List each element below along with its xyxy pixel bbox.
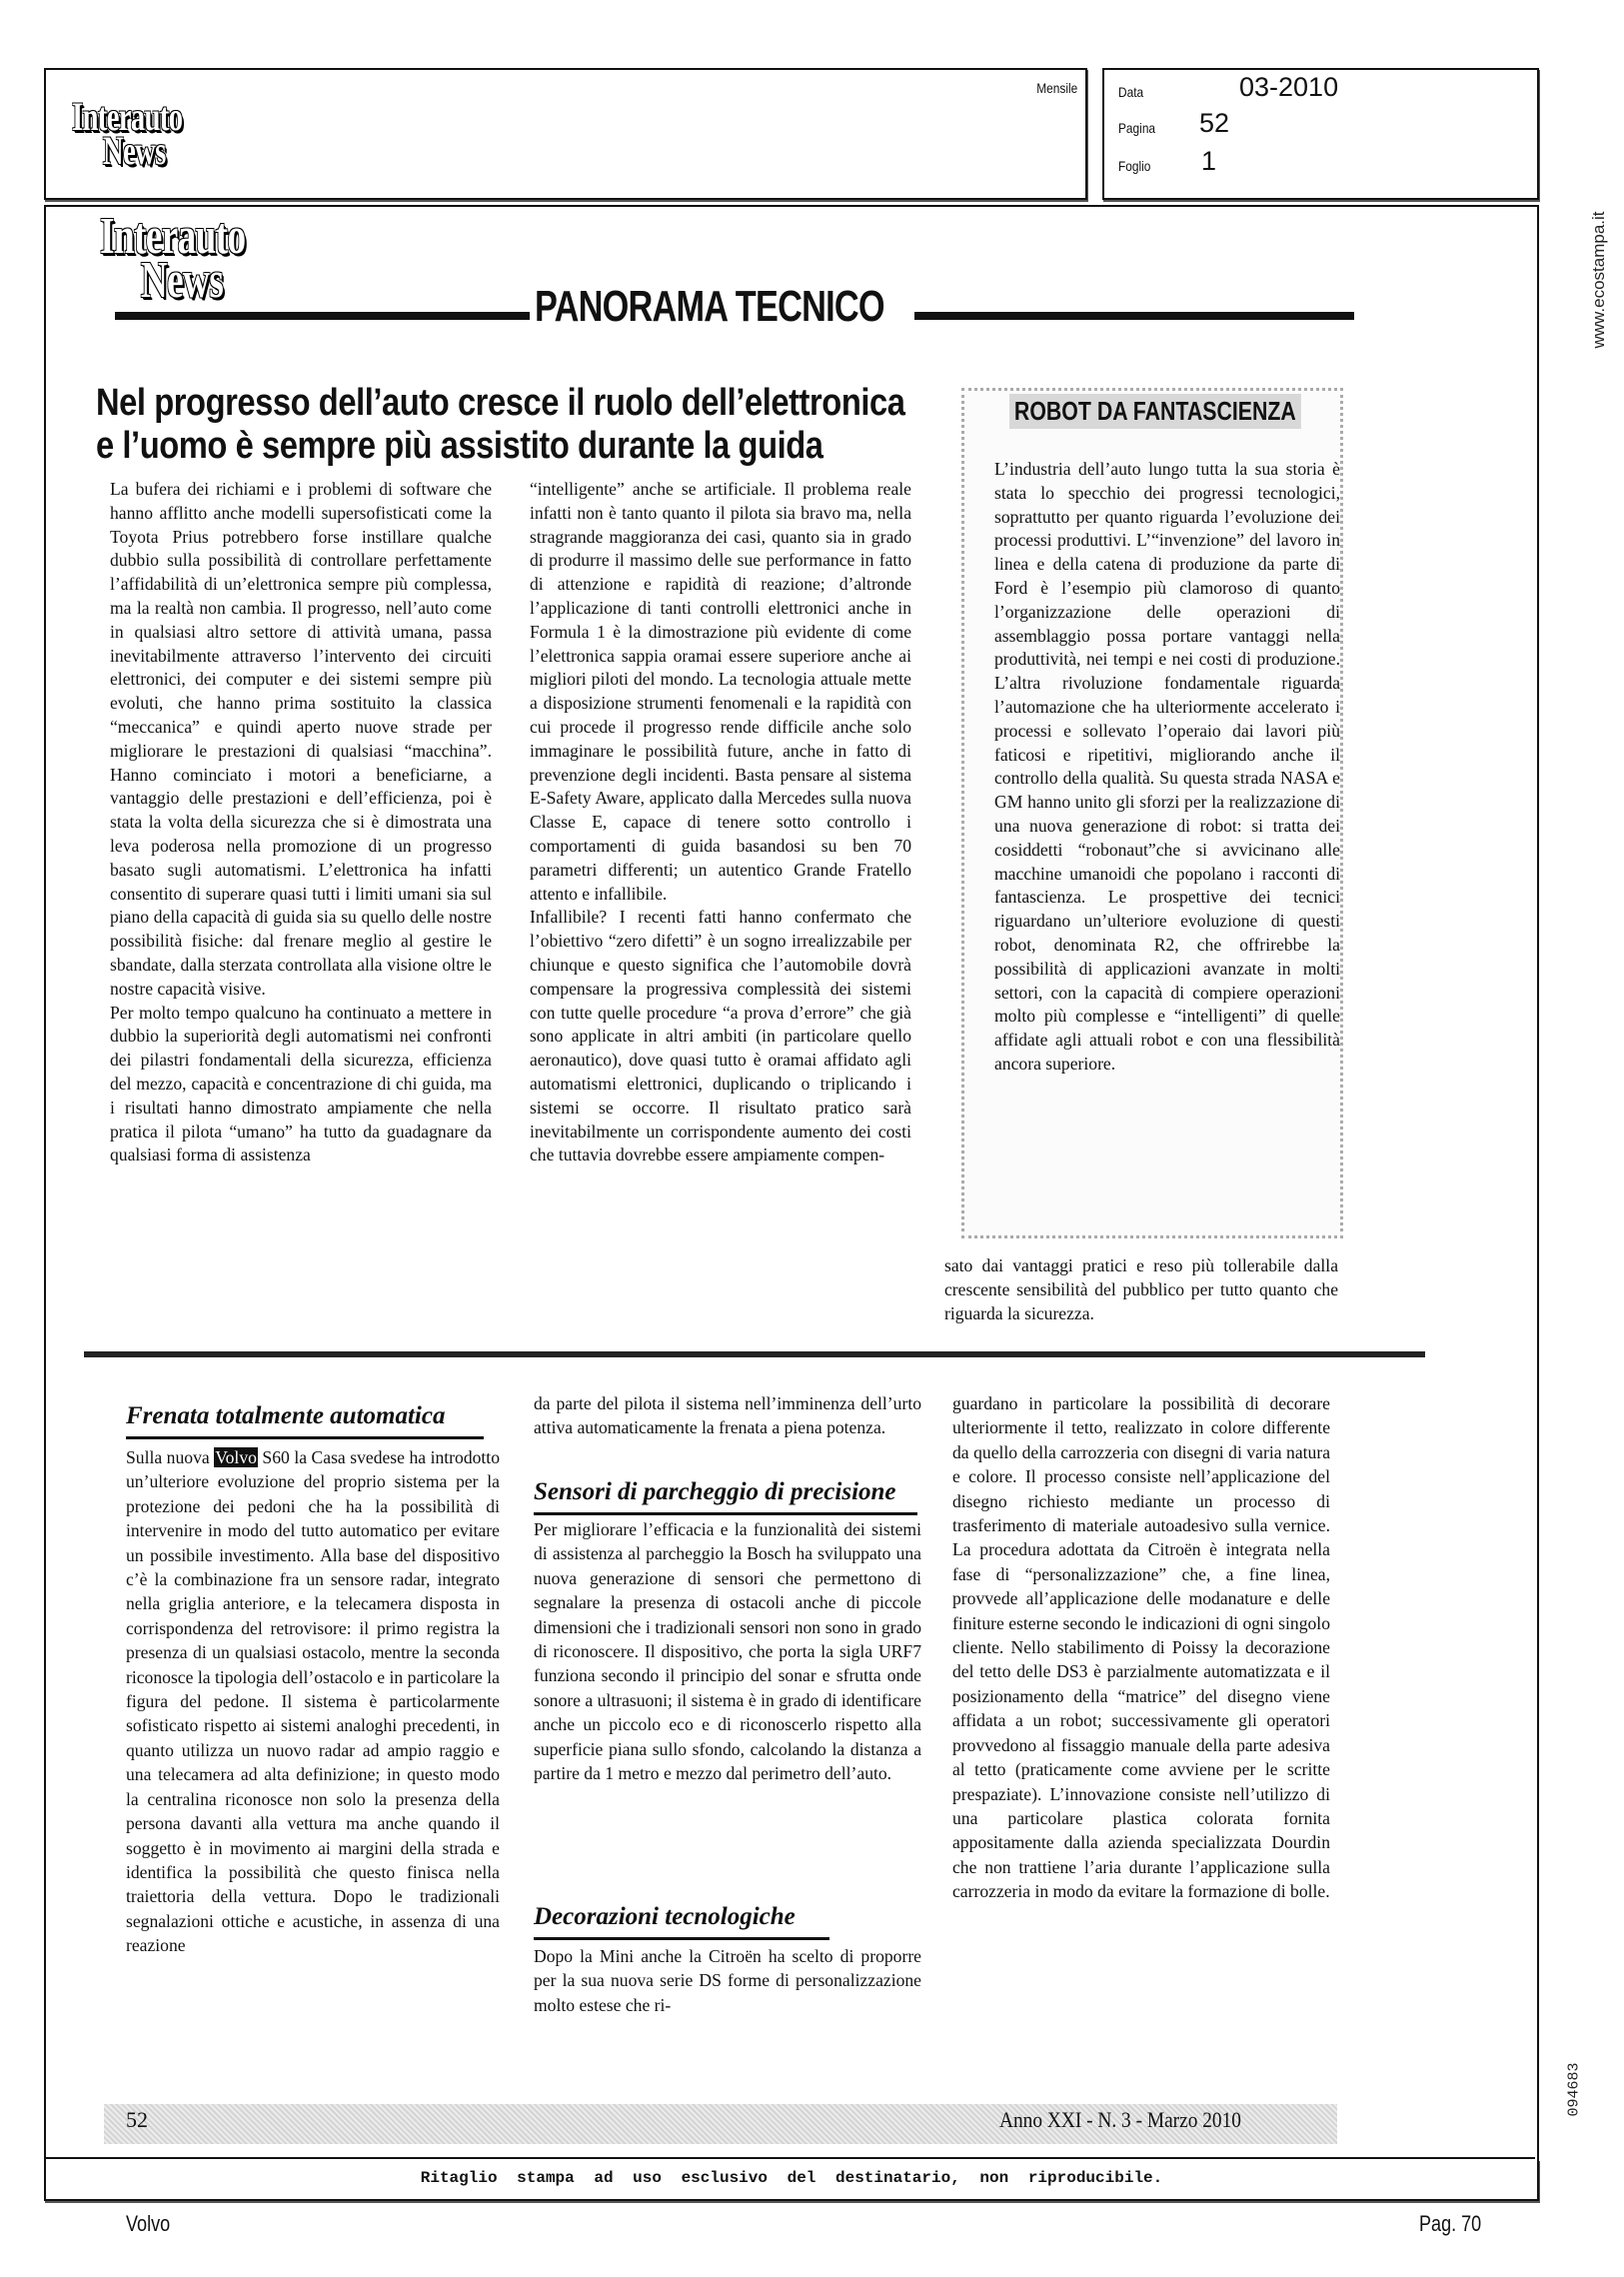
logo-line2: News [102,128,166,173]
sheet-label: Foglio [1118,158,1151,174]
section-divider [84,1351,1425,1357]
article-paragraph: “intelligente” anche se artificiale. Il problema reale infatti non è tanto quanto il pilota sia bravo ma, nella stragrande maggioranza dei casi, quanto sia in grado di produrre il massimo delle sue performance in fatto di attenzione e rapidità di reazione; d’altronde l’applicazione di tanti controlli elettronici anche in Formula 1 è la dimostrazione più evidente di come l’elettronica sappia oramai essere superiore anche ai migliori piloti del mondo. La tecnologia attuale mette a disposizione strumenti fenomenali e la rapidità con cui procede il progresso rende difficile anche solo immaginare le possibilità future, anche in fatto di prevenzione degli incidenti. Basta pensare al sistema E-Safety Aware, applicato dalla Mercedes sulla nuova Classe E, capace di tenere sotto controllo i comportamenti di guida basandosi su ben 70 parametri differenti; un autentico Grande Fratello attento e infallibile. [530,479,911,904]
article-column-3-tail [944,1254,1338,1325]
headline-line2: e l’uomo è sempre più assistito durante la guida [96,424,823,467]
side-url: www.ecostampa.it [1589,211,1608,349]
brief-body-parking [534,1517,921,1785]
text-run: S60 la Casa svedese ha introdotto un’ulteriore evoluzione del proprio sistema per la protezione dei pedoni che ha la possibilità di intervenire in modo del tutto automatico per evitare un possibile investimento. Alla base del dispositivo c’è la combinazione fra un sensore radar, integrato nella griglia anteriore, e la telecamera disposta in corrispondenza del retrovisore: il primo registra la presenza di un qualsiasi ostacolo, mentre la seconda riconosce la tipologia dell’ostacolo e in particolare la figura del pedone. Il sistema è particolarmente sofisticato rispetto ai sistemi analoghi precedenti, in quanto utilizza un nuovo radar ad ampio raggio e una telecamera ad alta definizione; in questo modo la centralina riconosce non solo la presenza della persona davanti alla vettura ma anche quando il soggetto è in movimento ai margini della strada e identifica la possibilità che questo finisca nella traiettoria della vettura. Dopo le tradizionali segnalazioni ottiche e acustiche, in assenza di una reazione [126,1447,500,1956]
brief-body-braking [126,1445,500,1958]
publication-logo-small [72,94,183,173]
brief-paragraph: Per migliorare l’efficacia e la funzionalità dei sistemi di assistenza al parcheggio la Bosch ha sviluppato una nuova generazione di sensori che permettono di segnalare la presenza di ostacoli anche di piccole dimensioni che i tradizionali sensori non sono in grado di riconoscere. Il dispositivo, che porta la sigla URF7 funziona secondo il principio del sonar e sfrutta onde sonore a ultrasuoni; il sistema è in grado di identificare anche un piccolo eco e di riconoscerlo rispetto alla superficie piana sullo sfondo, calcolando la distanza a partire da 1 metro e mezzo dal perimetro dell’auto. [534,1519,921,1784]
header-meta-box [1102,68,1539,200]
article-paragraph: sato dai vantaggi pratici e reso più tollerabile dalla crescente sensibilità del pubblico per tutto quanto che riguarda la sicurezza. [944,1255,1338,1323]
sidebar-title: ROBOT DA FANTASCIENZA [1009,394,1301,429]
keyword-label: Volvo [126,2211,171,2236]
publication-logo [100,208,246,310]
brief-body-decorations [534,1944,921,2017]
disclaimer-text: Ritaglio stampa ad uso esclusivo del destinatario, non riproducibile. [420,2169,1163,2187]
article-paragraph: Infallibile? I recenti fatti hanno confermato che l’obiettivo “zero difetti” è un sogno irrealizzabile per chiunque e questo significa che l’automobile dovrà compensare la progressiva complessità dei sistemi con tutte quelle procedure “a prova d’errore” che già sono applicate in altri ambiti (in particolare quello aeronautico), dove quasi tutto è oramai affidato agli automatismi elettronici, duplicando o triplicando i sistemi se occorre. Il risultato pratico sarà inevitabilmente un corrispondente aumento dei costi che tuttavia dovrebbe essere ampiamente compen- [530,907,911,1165]
page-reference: Pag. 70 [1419,2211,1482,2236]
footer-issue: Anno XXI - N. 3 - Marzo 2010 [999,2107,1241,2132]
text-run: Sulla nuova [126,1447,215,1467]
brief-paragraph [126,1445,500,1958]
frequency-label: Mensile [1035,80,1077,96]
section-rule-right [914,312,1354,320]
sidebar-paragraph: L’industria dell’auto lungo tutta la sua storia è stata lo specchio dei progressi tecnologici, soprattutto per quanto riguarda l’evoluzione dei processi produttivi. L’“invenzione” del lavoro in linea e della catena di produzione da parte di Ford è l’esempio più clamoroso di quanto l’organizzazione delle operazioni di assemblaggio possa portare vantaggi nella produttività, nei tempi e nei costi di produzione. L’altra rivoluzione fondamentale riguarda l’automazione che ha ulteriormente accelerato i processi e sollevato l’operaio dai lavori più faticosi e ripetitivi, migliorando anche il controllo della qualità. Su questa strada NASA e GM hanno unito gli sforzi per la realizzazione di una nuova generazione di robot: si tratta dei cosiddetti “robonaut”che si avvicinano alle macchine umanoidi che popolano i racconti di fantascienza. Le prospettive dei tecnici riguardano un’ulteriore evoluzione di questi robot, denominata R2, che offrirebbe la possibilità di applicazioni avanzate in molti settori, con la capacità di compiere operazioni molto più complesse e “intelligenti” di quelle affidate agli attuali robot e con una flessibilità ancora superiore. [994,459,1340,1074]
brief-title-braking: Frenata totalmente automatica [126,1402,484,1439]
logo-line1: Interauto [72,94,183,139]
page-value: 52 [1199,108,1230,138]
brief-title-decorations: Decorazioni tecnologiche [534,1903,829,1940]
date-value: 03-2010 [1239,72,1339,102]
footer-separator [44,2157,1535,2159]
logo-line1: Interauto [100,208,246,265]
disclaimer-box [44,2159,1539,2201]
brief-body-decorations-continued [952,1391,1330,1904]
brand-highlight: Volvo [215,1447,257,1467]
header-masthead-box [44,68,1087,200]
section-rule-left [115,312,530,320]
brief-title-parking: Sensori di parcheggio di precisione [534,1478,917,1515]
logo-line2: News [140,252,224,310]
side-code: 094683 [1565,2062,1583,2117]
brief-paragraph: guardano in particolare la possibilità di decorare ulteriormente il tetto, realizzato in colore differente da quello della carrozzeria con disegni di varia natura e colore. Il processo consiste nell’applicazione del disegno richiesto mediante un processo di trasferimento di materiale autoadesivo sulla vernice. La procedura adottata da Citroën è integrata nella fase di “personalizzazione” che, a fine linea, provvede all’applicazione delle modanature e delle finiture esterne secondo le indicazioni di ogni singolo cliente. Nello stabilimento di Poissy la decorazione del tetto delle DS3 è parzialmente automatizzata e il posizionamento della “matrice” del disegno viene affidata a un robot; successivamente gli operatori provvedono al fissaggio manuale della parte adesiva al tetto (praticamente come avviene per le scritte prespaziate). L’innovazione consiste nell’utilizzo di una particolare plastica colorata fornita appositamente dalla azienda specializzata Dourdin che non trattiene l’aria durante l’applicazione sulla carrozzeria in modo da evitare la formazione di bolle. [952,1393,1330,1902]
article-column-2 [530,478,911,1167]
page-label: Pagina [1118,120,1156,136]
brief-paragraph: Dopo la Mini anche la Citroën ha scelto di proporre per la sua nuova serie DS forme di personalizzazione molto estese che ri- [534,1946,921,2015]
article-paragraph: Per molto tempo qualcuno ha continuato a mettere in dubbio la superiorità degli automatismi nei confronti dei pilastri fondamentali della sicurezza, efficienza del mezzo, capacità e concentrazione di chi guida, ma i risultati hanno dimostrato ampiamente che nella pratica il pilota “umano” ha tutto da guadagnare da qualsiasi forma di assistenza [110,1002,492,1165]
article-column-1 [110,478,492,1167]
date-label: Data [1118,84,1144,100]
brief-paragraph: da parte del pilota il sistema nell’imminenza dell’urto attiva automaticamente la frenata a piena potenza. [534,1393,921,1438]
section-title: PANORAMA TECNICO [535,282,884,331]
headline-line1: Nel progresso dell’auto cresce il ruolo dell’elettronica [96,382,905,424]
footer-page-number: 52 [126,2107,148,2132]
brief-body-braking-continued [534,1391,921,1440]
sheet-value: 1 [1201,146,1217,176]
article-paragraph: La bufera dei richiami e i problemi di software che hanno afflitto anche modelli supersofisticati come la Toyota Prius potrebbero forse instillare qualche dubbio sulla possibilità di controllare perfettamente l’affidabilità di un’elettronica sempre più complessa, ma la realtà non cambia. Il progresso, nell’auto come in qualsiasi altro settore di attività umana, passa inevitabilmente attraverso l’intervento dei circuiti elettronici, dei computer e dei sistemi sempre più evoluti, che hanno prima sostituito la classica “meccanica” e quindi aperto nuove strade per migliorare le prestazioni di qualsiasi “macchina”. Hanno cominciato i motori a beneficiarne, a vantaggio delle prestazioni e dell’efficienza, poi è stata la volta della sicurezza che si è dimostrata una leva poderosa nella promozione di un progresso basato sugli automatismi. L’elettronica ha infatti consentito di superare quasi tutti i limiti umani sia sul piano della capacità di guida sia su quello delle nostre possibilità fisiche: dal frenare meglio al gestire le sbandate, dalla sterzata controllata alla visione oltre le nostre capacità visive. [110,479,492,999]
sidebar-body [992,458,1340,1077]
article-headline [96,382,905,467]
